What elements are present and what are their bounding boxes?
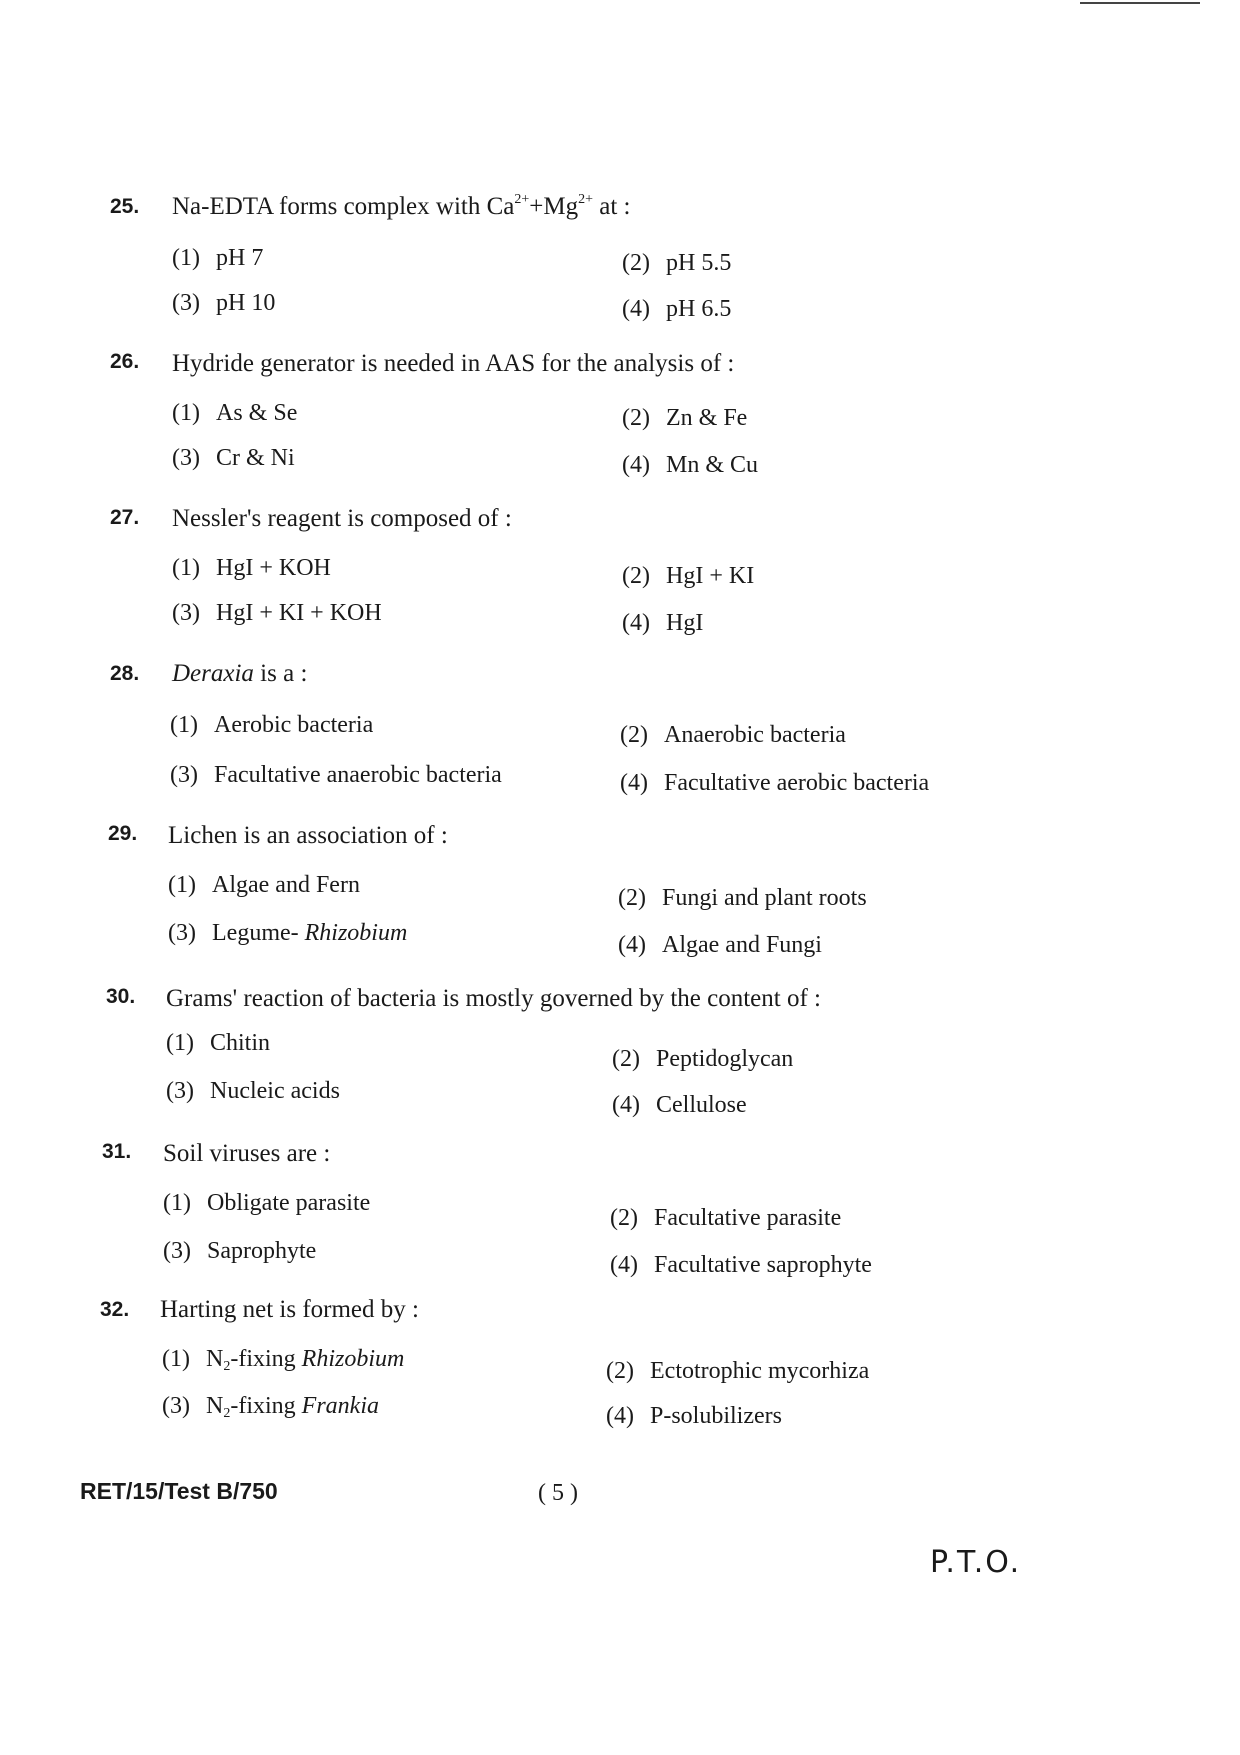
option-2: (2) Zn & Fe [622, 405, 748, 431]
top-rule-line [1080, 2, 1200, 4]
option-3: (3) Facultative anaerobic bacteria [170, 762, 502, 788]
option-4: (4) Mn & Cu [622, 452, 759, 478]
option-4: (4) pH 6.5 [622, 296, 732, 322]
option-4: (4) Facultative aerobic bacteria [620, 770, 930, 796]
question-text: Grams' reaction of bacteria is mostly governed by the content of : [166, 985, 821, 1012]
question-text: Nessler's reagent is composed of : [172, 505, 512, 532]
option-1: (1) Obligate parasite [163, 1190, 371, 1216]
option-2: (2) Fungi and plant roots [618, 885, 867, 911]
question-number: 25. [110, 195, 140, 218]
option-4: (4) HgI [622, 610, 704, 636]
test-code: RET/15/Test B/750 [80, 1478, 278, 1504]
question-text: Harting net is formed by : [160, 1296, 419, 1323]
question-number: 26. [110, 350, 140, 373]
question-number: 28. [110, 662, 140, 685]
option-3: (3) HgI + KI + KOH [172, 600, 382, 626]
option-1: (1) pH 7 [172, 245, 264, 271]
question-text: Hydride generator is needed in AAS for the analysis of : [172, 350, 735, 377]
option-3: (3) Nucleic acids [166, 1078, 340, 1104]
question-text: Na-EDTA forms complex with $Ca^{2+}+Mg^{2+}$ at : [172, 192, 631, 220]
page-number: ( 5 ) [538, 1480, 578, 1506]
option-3: (3) Cr & Ni [172, 445, 295, 471]
option-1: (1) Chitin [166, 1030, 271, 1056]
option-3: (3) Saprophyte [163, 1238, 317, 1264]
option-3: (3) $N_2$-fixing Frankia [162, 1393, 379, 1421]
option-1: (1) $N_2$-fixing Rhizobium [162, 1346, 405, 1374]
question-text: Soil viruses are : [163, 1140, 331, 1167]
option-3: (3) Legume- Rhizobium [168, 920, 408, 946]
option-1: (1) HgI + KOH [172, 555, 331, 581]
option-2: (2) Facultative parasite [610, 1205, 842, 1231]
question-text: Deraxia is a : [172, 660, 308, 687]
question-number: 31. [102, 1140, 132, 1163]
option-1: (1) As & Se [172, 400, 298, 426]
question-number: 29. [108, 822, 138, 845]
question-number: 32. [100, 1298, 130, 1321]
option-4: (4) Algae and Fungi [618, 932, 822, 958]
pto-handwritten: P.T.O. [930, 1545, 1022, 1580]
option-4: (4) Cellulose [612, 1092, 747, 1118]
question-number: 30. [106, 985, 136, 1008]
question-text: Lichen is an association of : [168, 822, 448, 849]
option-3: (3) pH 10 [172, 290, 276, 316]
option-2: (2) pH 5.5 [622, 250, 732, 276]
option-2: (2) HgI + KI [622, 563, 755, 589]
option-2: (2) Anaerobic bacteria [620, 722, 846, 748]
option-1: (1) Algae and Fern [168, 872, 360, 898]
option-4: (4) P-solubilizers [606, 1403, 782, 1429]
option-1: (1) Aerobic bacteria [170, 712, 374, 738]
option-2: (2) Peptidoglycan [612, 1046, 794, 1072]
option-2: (2) Ectotrophic mycorhiza [606, 1358, 870, 1384]
question-number: 27. [110, 506, 140, 529]
option-4: (4) Facultative saprophyte [610, 1252, 872, 1278]
